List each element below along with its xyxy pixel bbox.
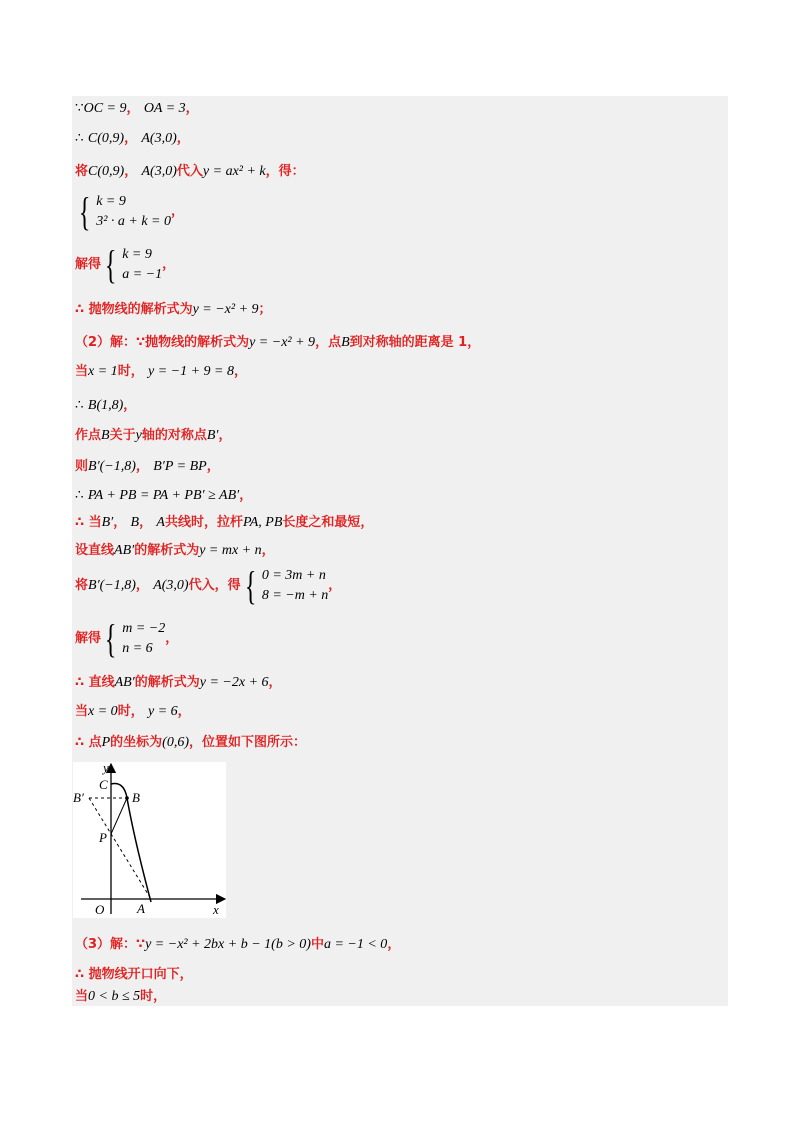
line-21: ∴ 抛物线开口向下， [75,967,193,982]
label-o: O [95,902,105,917]
line-5: 解得 { k = 9 a = −1 ， [75,242,176,287]
line-4-system: { k = 9 3² · a + k = 0 ， [78,189,185,234]
line-22: 当0 < b ≤ 5时， [75,989,167,1004]
line-20: （3）解：∵y = −x² + 2bx + b − 1(b > 0)中a = −1 < 0， [75,937,401,952]
line-19: ∴ 点P的坐标为(0,6)，位置如下图所示： [75,735,306,750]
line-3: 将C(0,9)， A(3,0)代入y = ax² + k，得： [75,164,305,179]
brace-icon: { [78,189,91,234]
line-17: ∴ 直线AB′的解析式为y = −2x + 6， [75,675,282,690]
line-16: 解得 { m = −2 n = 6 ， [75,616,179,661]
label-b: B [132,790,140,805]
point-b [125,796,129,800]
line-9: ∴ B(1,8)， [75,397,137,413]
line-8: 当x = 1时， y = −1 + 9 = 8， [75,364,248,379]
parabola-diagram [73,762,226,918]
brace-icon: { [244,563,256,608]
label-x: x [213,902,219,917]
parabola-figure [73,762,226,918]
label-p: P [99,830,107,845]
label-bprime: B′ [73,790,84,805]
line-1: ∵OC = 9， OA = 3， [75,100,199,116]
math: OA = 3 [143,101,186,116]
line-2: ∴ C(0,9)， A(3,0)， [75,130,190,146]
label-y: y [103,762,109,775]
line-12: ∴ PA + PB = PA + PB′ ≥ AB′， [75,487,253,503]
line-14: 设直线AB′的解析式为y = mx + n， [75,543,275,558]
line-7: （2）解：∵抛物线的解析式为y = −x² + 9，点B到对称轴的距离是 1， [75,335,481,350]
line-6: ∴ 抛物线的解析式为y = −x² + 9； [75,302,272,317]
math: OC = 9 [83,101,127,116]
label-a: A [137,901,145,916]
because-symbol: ∵ [75,100,84,116]
brace-icon: { [104,242,117,287]
brace-icon: { [104,616,117,661]
p-b-line [111,798,127,834]
parabola-curve [111,784,151,902]
label-c: C [99,777,108,792]
line-11: 则B′(−1,8)， B′P = BP， [75,459,220,474]
line-15: 将 B′(−1,8) ， A(3,0) 代入，得 { 0 = 3m + n 8 = −m + n ， [75,563,342,608]
line-10: 作点B关于y轴的对称点B′， [75,428,232,443]
line-13: ∴ 当B′， B， A共线时，拉杆PA, PB长度之和最短， [75,515,374,530]
line-18: 当x = 0时， y = 6， [75,704,191,719]
